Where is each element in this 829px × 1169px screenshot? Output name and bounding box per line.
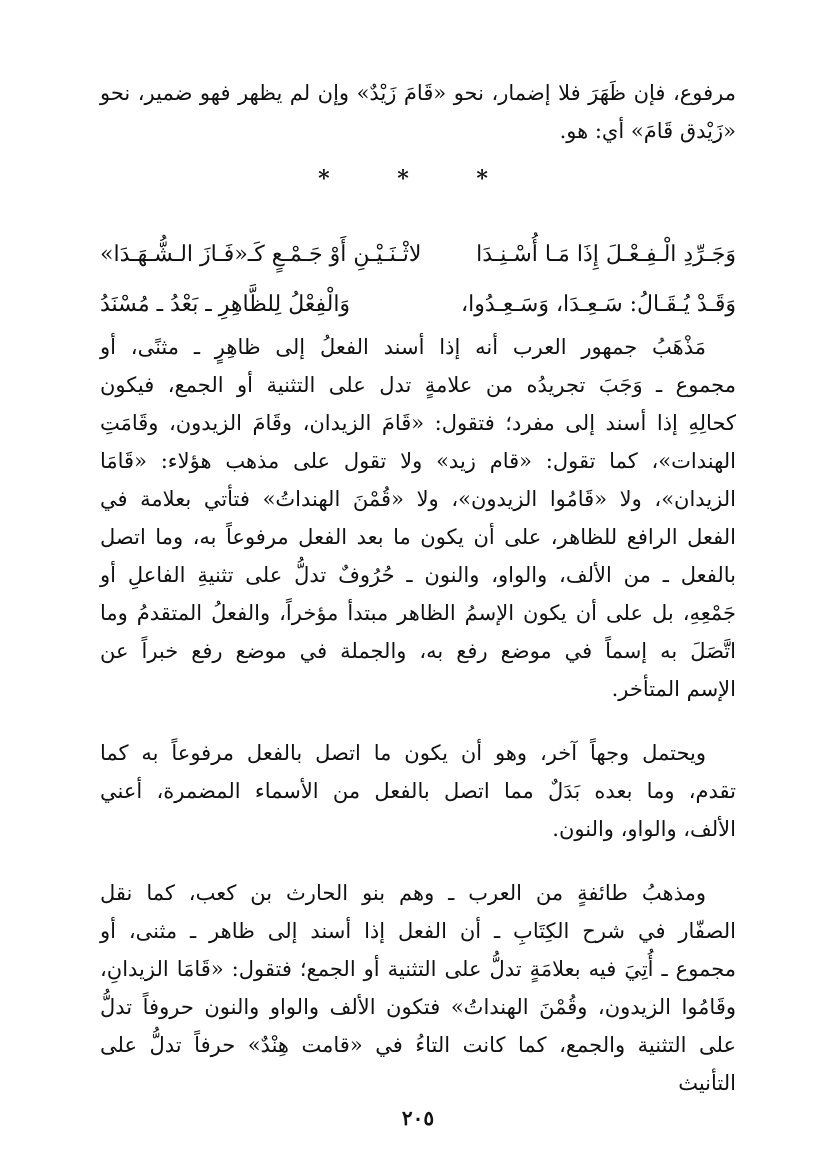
third-line-1: ومذهبُ طائفةٍ من العرب ـ وهم بنو الحارث بن كعب، كما نقل: [100, 881, 706, 905]
verse-1-first-hemistich: وَجَـرِّدِ الْـفِـعْـلَ إِذَا مَـا أُسْـنِـدَا: [476, 242, 736, 267]
main-line-5: الزيدان»، ولا «قَامُوا الزيدون»، ولا «قُمْنَ الهنداتُ» فتأتي بعلامة في: [100, 487, 736, 511]
main-line-7: بالفعل ـ من الألف، والواو، والنون ـ حُرُوفٌ تدلُّ على تثنيةِ الفاعلِ أو: [100, 563, 736, 587]
main-line-9: اتَّصَلَ به إسماً في موضع رفع به، والجملة في موضع رفع خبراً عن: [100, 639, 736, 663]
third-line-3: مجموع ـ أُتِيَ فيه بعلامَةٍ تدلُّ على التثنية أو الجمع؛ فتقول: «قَامَا الزيدانِ،: [100, 957, 736, 981]
intro-line-1: مرفوع، فإن ظَهَرَ فلا إضمار، نحو «قَامَ زَيْدٌ» وإن لم يظهر فهو ضمير، نحو: [100, 81, 736, 105]
verse-line-1: [100, 230, 736, 280]
intro-line-2: «زَيْدق قَامَ» أي: هو.: [559, 119, 736, 143]
alt-line-3: الألف، والواو، والنون.: [552, 817, 736, 841]
third-line-4: وقَامُوا الزيدون، وقُمْنَ الهنداتُ» فتكون الألف والواو والنون حروفاً تدلُّ: [100, 995, 736, 1019]
third-line-2: الصفّار في شرح الكِتَابِ ـ أن الفعل إذا أسند إلى ظاهر ـ مثنى، أو: [100, 919, 736, 943]
main-line-1: مَذْهَبُ جمهور العرب أنه إذا أسند الفعلُ إلى ظاهِرٍ ـ مثنًى، أو: [100, 335, 706, 359]
third-line-5: على التثنية والجمع، كما كانت التاءُ في «قامت هِنْدٌ» حرفاً تدلُّ على التأنيث: [100, 1033, 736, 1095]
main-line-3: كحالِهِ إذا أسند إلى مفرد؛ فتقول: «قَامَ الزيدان، وقَامَ الزيدون، وقَامَتِ: [100, 411, 736, 435]
main-line-8: جَمْعِهِ، بل على أن يكون الإسمُ الظاهر مبتدأ مؤخراً، والفعلُ المتقدمُ وما: [100, 601, 736, 625]
intro-paragraph: [100, 74, 736, 150]
main-line-2: مجموع ـ وَجَبَ تجريدُه من علامةٍ تدل على التثنية أو الجمع، فيكون: [100, 373, 736, 397]
verse-2-second-hemistich: وَالْفِعْلُ لِلظَّاهِرِ ـ بَعْدُ ـ مُسْنَدُ: [100, 292, 351, 317]
main-line-10: الإسم المتأخر.: [611, 677, 736, 701]
main-line-4: الهندات»، كما تقول: «قام زيد» ولا تقول على مذهب هؤلاء: «قَامَا: [100, 449, 736, 473]
third-paragraph: [100, 874, 736, 1102]
verse-1-second-hemistich: لاثْـنَـيْـنِ أَوْ جَـمْـعٍ كَـ«فَـازَ الـشُّـهَـدَا»: [100, 242, 422, 267]
verse-line-2: [100, 280, 736, 330]
alternative-paragraph: [100, 734, 736, 848]
alt-line-1: ويحتمل وجهاً آخر، وهو أن يكون ما اتصل بالفعل مرفوعاً به كما: [100, 741, 706, 765]
page-number: ٢٠٥: [401, 1106, 435, 1130]
main-line-6: الفعل الرافع للظاهر، على أن يكون ما بعد الفعل مرفوعاً به، وما اتصل: [100, 525, 736, 549]
section-separator: * * *: [318, 166, 518, 192]
main-paragraph: [100, 328, 736, 708]
verse-2-first-hemistich: وَقَـدْ يُـقَـالُ: سَـعِـدَا، وَسَـعِـدُوا،: [461, 292, 736, 317]
alt-line-2: تقدم، وما بعده بَدَلٌ مما اتصل بالفعل من الأسماء المضمرة، أعني: [100, 779, 736, 803]
verse-block: [100, 230, 736, 330]
